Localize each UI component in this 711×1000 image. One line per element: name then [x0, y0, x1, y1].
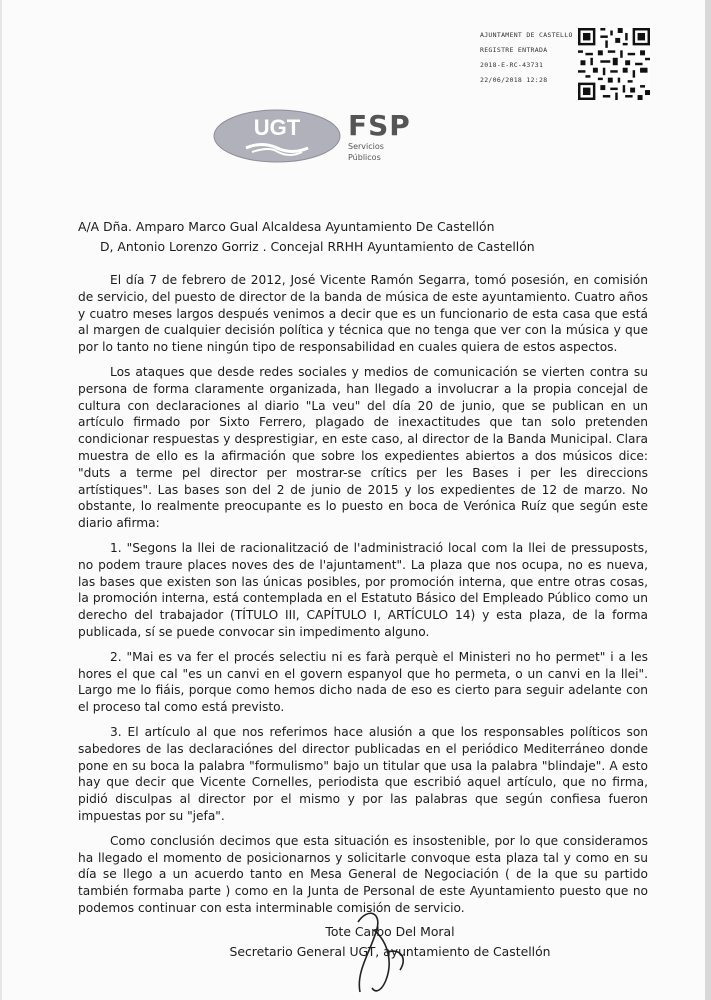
addressee-block: [78, 217, 535, 257]
page-left-edge: [0, 0, 2, 1000]
paragraph-conclusion: Como conclusión decimos que esta situación es insostenible, por lo que consideramos ha llegado el momento de posicionarnos y solicitarle convoque esta plaza tal y como en su día se llego a un acuerdo tanto en Mesa General de Negociación ( de la que su partido también formaba parte ) como en la Junta de Personal de este Ayuntamiento puesto que no podemos continuar con esta interminable comisión de servicio.: [78, 833, 648, 915]
paragraph-intro: El día 7 de febrero de 2012, José Vicente Ramón Segarra, tomó posesión, en comisión de servicio, del puesto de director de la banda de música de este ayuntamiento. Cuatro años y cuatro meses largos después venimos a decir que es un funcionario de esta casa que está al margen de cualquier decisión política y técnica que no tenga que ver con la música y que por lo tanto no tiene ningún tipo de responsabilidad en cuales quiera de estos aspectos.: [78, 273, 648, 355]
ugt-logo-icon: [212, 108, 342, 164]
fsp-subtitle-2: Públicos: [348, 153, 381, 162]
letter-body: [78, 272, 648, 925]
fsp-subtitle-1: Servicios: [348, 142, 384, 151]
fsp-logo-text: FSP: [348, 109, 411, 142]
stamp-line-4: 22/06/2018 12:28: [480, 76, 548, 84]
ugt-logo-text: UGT: [253, 115, 301, 140]
stamp-line-1: AJUNTAMENT DE CASTELLO: [480, 31, 573, 39]
signature-block: [190, 922, 590, 962]
signer-role: Secretario General UGT, ayuntamiento de Castellón: [229, 944, 551, 959]
page-right-edge: [705, 0, 711, 1000]
addressee-line-2: D, Antonio Lorenzo Gorriz . Concejal RRHH Ayuntamiento de Castellón: [100, 239, 535, 254]
signer-name: Tote Carbo Del Moral: [325, 924, 455, 939]
paragraph-attacks: Los ataques que desde redes sociales y medios de comunicación se vierten contra su persona de forma claramente organizada, han llegado a involucrar a la propia concejal de cultura con declaraciones al diario "La veu" del día 20 de junio, que se publican en un artículo firmado por Sixto Ferrero, plagado de inexactitudes que tan solo pretenden condicionar respuestas y desprestigiar, en este caso, al director de la Banda Municipal. Clara muestra de ello es la afirmación que sobre los expedientes abiertos a dos músicos dice: "duts a terme pel director per mostrar-se crítics per les Bases i per les direccions artístiques". Las bases son del 2 de junio de 2015 y los expedientes de 12 de marzo. No obstante, lo realmente preocupante es lo puesto en boca de Verónica Ruíz que según este diario afirma:: [78, 364, 648, 531]
addressee-line-1: A/A Dña. Amparo Marco Gual Alcaldesa Ayuntamiento De Castellón: [78, 219, 495, 234]
qr-code-icon: [578, 28, 650, 100]
stamp-line-2: REGISTRE ENTRADA: [480, 46, 548, 54]
stamp-line-3: 2018-E-RC-43731: [480, 61, 544, 69]
fsp-logo: [348, 109, 411, 162]
list-item-1: 1. "Segons la llei de racionalització de l'administració local com la llei de pressuposts, no podem traure places noves des de l'ajuntament". La plaza que nos ocupa, no es nueva, las bases que existen son las únicas posibles, por promoción interna, que entre otras cosas, la promoción interna, está contemplada en el Estatuto Básico del Empleado Público como un derecho del trabajador (TÍTULO III, CAPÍTULO I, ARTÍCULO 14) y esta plaza, de la forma publicada, sí se puede convocar sin impedimento alguno.: [78, 540, 648, 639]
list-item-2: 2. "Mai es va fer el procés selectiu ni es farà perquè el Ministeri no ho permet" i a les hores el que cal "es un canvi en el govern espanyol que ho permeta, o un canvi en la llei". Largo me lo fiáis, porque como hemos dicho nada de eso es cierto para seguir adelante con el proceso tal como está previsto.: [78, 649, 648, 715]
list-item-3: 3. El artículo al que nos referimos hace alusión a que los responsables políticos son sabedores de las declaraciónes del director publicadas en el periódico Mediterráneo donde pone en su boca la palabra "formulismo" bajo un titular que usa la palabra "blindaje". A esto hay que decir que Vicente Cornelles, periodista que escribió aquel artículo, que no firma, pidió disculpas al director por el mismo y por las palabras que según confiesa fueron impuestas por su "jefa".: [78, 724, 648, 823]
